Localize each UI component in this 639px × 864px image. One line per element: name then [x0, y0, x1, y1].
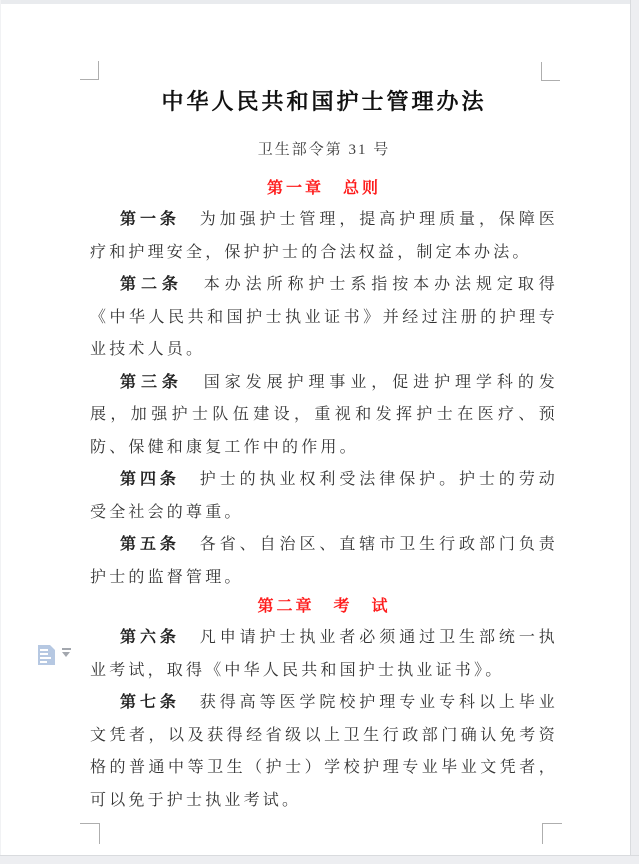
viewport-edge-right [630, 0, 639, 864]
article-number: 第七条 [120, 694, 180, 711]
article-number: 第五条 [120, 536, 180, 553]
document-body [90, 178, 558, 817]
article-paragraph: 第一条 为加强护士管理，提高护理质量，保障医疗和护理安全，保护护士的合法权益，制定本办法。 [90, 211, 558, 261]
margin-crop-mark-top-left [80, 61, 99, 80]
article-number: 第二条 [120, 276, 183, 293]
article-paragraph: 第四条 护士的执业权利受法律保护。护士的劳动受全社会的尊重。 [90, 471, 558, 521]
page-fold-corner [50, 645, 55, 650]
viewport-edge-left [0, 0, 1, 864]
article-number: 第三条 [120, 373, 183, 391]
paste-options-icon[interactable] [38, 645, 55, 665]
article-paragraph: 第七条 获得高等医学院校护理专业专科以上毕业文凭者，以及获得经省级以上卫生行政部门确认免考资格的普通中等卫生（护士）学校护理专业毕业文凭者，可以免于护士执业考试。 [90, 694, 558, 809]
chapter-heading: 第一章 总则 [266, 180, 381, 197]
article-paragraph: 第五条 各省、自治区、直辖市卫生行政部门负责护士的监督管理。 [90, 536, 558, 586]
article-paragraph: 第六条 凡申请护士执业者必须通过卫生部统一执业考试，取得《中华人民共和国护士执业证书》。 [90, 629, 558, 679]
margin-crop-mark-bottom-right [542, 823, 562, 844]
article-number: 第四条 [120, 471, 180, 488]
viewport-edge-bottom [0, 855, 639, 864]
margin-crop-mark-top-right [541, 62, 560, 81]
document-subtitle: 卫生部令第 31 号 [257, 142, 391, 158]
viewport-edge-top [0, 0, 639, 4]
document-text-area [90, 86, 558, 817]
article-paragraph: 第三条 国家发展护理事业，促进护理学科的发展，加强护士队伍建设，重视和发挥护士在医疗、预防、保健和康复工作中的作用。 [90, 373, 558, 456]
article-paragraph: 第二条 本办法所称护士系指按本办法规定取得《中华人民共和国护士执业证书》并经过注册的护理专业技术人员。 [90, 276, 558, 358]
dropdown-arrow-icon[interactable] [62, 648, 71, 657]
document-title: 中华人民共和国护士管理办法 [161, 89, 487, 114]
margin-crop-mark-bottom-left [80, 823, 100, 844]
article-number: 第一条 [120, 211, 180, 228]
article-number: 第六条 [120, 629, 180, 646]
chapter-heading: 第二章 考 试 [257, 598, 391, 615]
